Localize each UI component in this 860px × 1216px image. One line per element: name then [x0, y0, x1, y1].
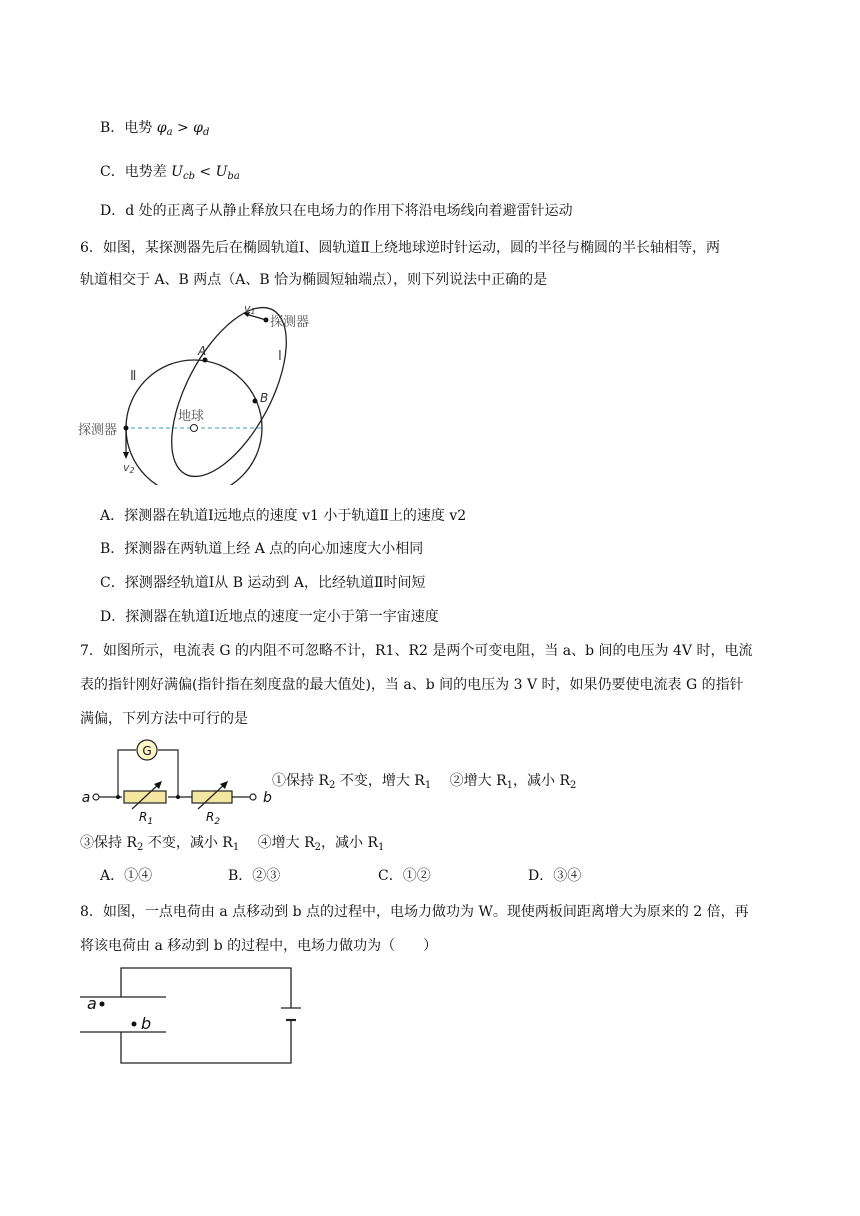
q6-orbit-figure	[76, 300, 326, 485]
g-branch-right	[158, 750, 178, 797]
resistor-r2	[192, 791, 232, 803]
q6-option-b: B．探测器在两轨道上经 A 点的向心加速度大小相同	[100, 541, 424, 557]
point-b-dot	[253, 399, 258, 404]
point-b-dot	[132, 1022, 137, 1027]
q5-option-b-label: B．电势	[100, 120, 153, 136]
q5-option-b-math: $\varphi_a > \varphi_d$	[152, 120, 210, 138]
q5-option-b	[100, 118, 209, 143]
q7-option-d: D．③④	[528, 868, 582, 884]
q5-option-d: D．d 处的正离子从静止释放只在电场力的作用下将沿电场线向着避雷针运动	[100, 203, 573, 219]
q7-choice-line2: ③保持 $R_2$ 不变，减小 $R_1$ ④增大 $R_2$，减小 $R_1$	[80, 835, 385, 853]
point-a-dot	[203, 358, 208, 363]
v2-arrowhead	[123, 452, 129, 459]
q7-option-a: A．①④	[100, 868, 153, 884]
q5-option-c	[100, 162, 240, 187]
q6-option-c: C．探测器经轨道Ⅰ从 B 运动到 A，比经轨道Ⅱ时间短	[100, 575, 426, 591]
q6-stem-line1: 6．如图，某探测器先后在椭圆轨道Ⅰ、圆轨道Ⅱ上绕地球逆时针运动，圆的半径与椭圆的半长轴相等，两	[80, 240, 720, 256]
q7-stem-line3: 满偏，下列方法中可行的是	[80, 711, 248, 727]
q6-option-d: D．探测器在轨道Ⅰ近地点的速度一定小于第一宇宙速度	[100, 609, 439, 625]
point-a-dot	[100, 1002, 105, 1007]
g-branch	[118, 750, 136, 797]
wire-top	[121, 968, 291, 1008]
label-point-b: B	[260, 391, 269, 405]
terminal-b	[250, 794, 256, 800]
label-probe-left: 探测器	[78, 423, 118, 438]
q8-stem-line2: 将该电荷由 a 移动到 b 的过程中，电场力做功为（ ）	[80, 938, 438, 954]
label-b: b	[263, 790, 272, 806]
label-a: a	[82, 790, 91, 806]
q7-stem-line1: 7．如图所示，电流表 G 的内阻不可忽略不计，R1、R2 是两个可变电阻，当 a、b 间的电压为 4V 时，电流	[80, 643, 753, 659]
q8-stem-line1: 8．如图，一点电荷由 a 点移动到 b 点的过程中，电场力做功为 W。现使两板间距离增大为原来的 2 倍，再	[80, 904, 749, 920]
q7-circuit-figure	[82, 737, 272, 827]
galvanometer-label: G	[142, 744, 152, 758]
label-orbit-1: Ⅰ	[278, 349, 282, 364]
q6-option-a: A．探测器在轨道Ⅰ远地点的速度 v1 小于轨道Ⅱ上的速度 v2	[100, 508, 467, 524]
label-r1: $R_1$	[139, 810, 154, 827]
q5-option-c-label: C．电势差	[100, 164, 167, 180]
q7-stem-line2: 表的指针刚好满偏(指针指在刻度盘的最大值处)，当 a、b 间的电压为 3 V 时，如果仍要使电流表 G 的指针	[80, 677, 744, 693]
label-r2: $R_2$	[206, 810, 221, 827]
label-v2: v2	[123, 461, 135, 475]
q7-option-c: C．①②	[378, 868, 431, 884]
label-point-a: A	[198, 344, 207, 358]
label-probe-top: 探测器	[270, 315, 310, 330]
q7-choice-line1: ①保持 $R_2$ 不变，增大 $R_1$ ②增大 $R_1$，减小 $R_2$	[272, 773, 577, 791]
label-b: b	[141, 1014, 152, 1033]
terminal-a	[93, 794, 99, 800]
q6-stem-line2: 轨道相交于 A、B 两点（A、B 恰为椭圆短轴端点），则下列说法中正确的是	[80, 272, 548, 288]
earth-dot	[191, 425, 198, 432]
q5-option-c-math: $U_{cb} < U_{ba}$	[166, 164, 240, 182]
q8-capacitor-figure	[78, 964, 308, 1070]
label-earth: 地球	[178, 409, 205, 424]
label-orbit-2: Ⅱ	[130, 369, 137, 384]
label-a: a	[87, 994, 97, 1013]
label-v1: v1	[244, 302, 256, 316]
q7-option-b: B．②③	[228, 868, 281, 884]
